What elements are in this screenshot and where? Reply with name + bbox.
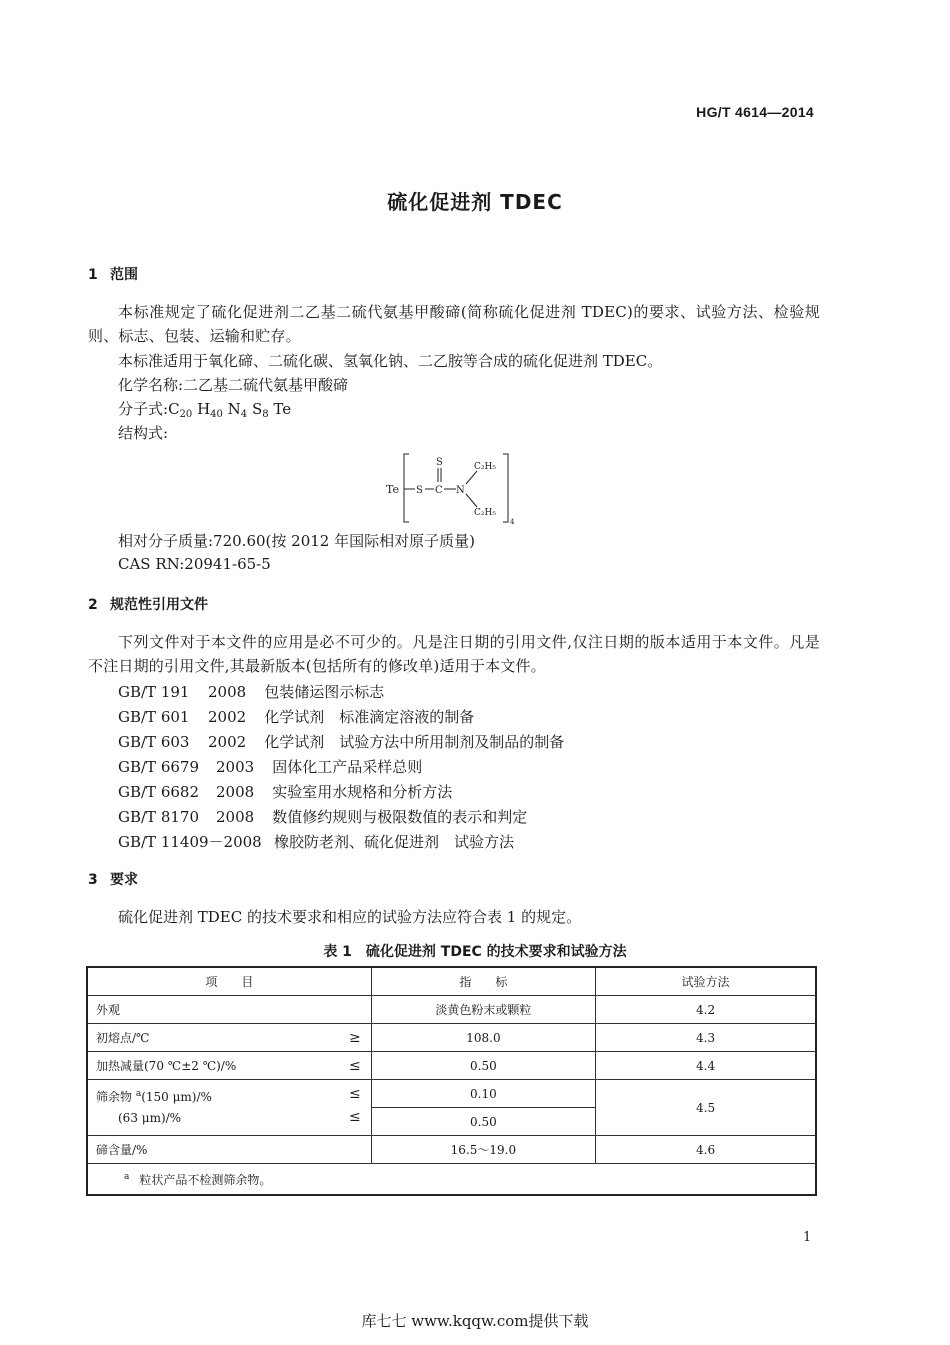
table-note — [87, 1164, 816, 1196]
reference-name: 化学试剂 试验方法中所用制剂及制品的制备 — [264, 733, 565, 751]
value-cell: 16.5～19.0 — [371, 1136, 595, 1164]
standard-code: HG/T 4614—2014 — [696, 104, 814, 120]
item-cell — [87, 1136, 371, 1164]
formula-s: S — [251, 400, 263, 418]
sieve-line-150 — [96, 1088, 212, 1105]
method-cell: 4.6 — [596, 1136, 816, 1164]
section-title: 规范性引用文件 — [110, 597, 208, 613]
requirements-paragraph: 硫化促进剂 TDEC 的技术要求和相应的试验方法应符合表 1 的规定。 — [118, 908, 582, 926]
structure-s-top: S — [436, 457, 443, 468]
sieve-150-label: (150 μm)/% — [141, 1089, 212, 1104]
download-footer: 库七七 www.kqqw.com提供下载 — [361, 1312, 589, 1330]
scope-paragraph-1: 本标准规定了硫化促进剂二乙基二硫代氨基甲酸碲(简称硫化促进剂 TDEC)的要求、试验方法、检验规则、标志、包装、运输和贮存。 — [88, 303, 820, 345]
structural-formula — [382, 451, 532, 527]
method-cell: 4.2 — [596, 996, 816, 1024]
item-label: 初熔点/℃ — [96, 1031, 150, 1045]
structure-label: 结构式: — [118, 424, 169, 442]
reference-item — [118, 806, 527, 827]
reference-item — [118, 781, 452, 802]
value-cell: 淡黄色粉末或颗粒 — [371, 996, 595, 1024]
table-note-row — [87, 1164, 816, 1196]
section-number: 1 — [88, 267, 98, 283]
scope-paragraph-2: 本标准适用于氧化碲、二硫化碳、氢氧化钠、二乙胺等合成的硫化促进剂 TDEC。 — [118, 352, 663, 370]
formula-h-count: 40 — [210, 409, 223, 420]
comparison-symbol: ≤ — [348, 1085, 361, 1102]
right-bracket — [503, 454, 508, 522]
table-row — [87, 1136, 816, 1164]
n-ethyl-bottom-bond — [466, 494, 477, 507]
structure-c: C — [435, 485, 443, 496]
reference-code: GB/T 6679 — [118, 758, 200, 776]
section-2-heading — [88, 594, 208, 614]
header-index: 指 标 — [371, 967, 595, 996]
reference-year: 2008 — [208, 683, 247, 701]
reference-year: 2002 — [208, 708, 247, 726]
method-cell: 4.5 — [596, 1080, 816, 1136]
value-cell: 0.50 — [371, 1108, 595, 1136]
formula-n-count: 4 — [240, 409, 248, 420]
sieve-item-cell — [87, 1080, 371, 1136]
reference-item — [118, 756, 422, 777]
ethyl-top: C₂H₅ — [474, 462, 496, 472]
structure-te: Te — [386, 483, 399, 496]
structure-index: 4 — [510, 518, 515, 526]
structure-s-left: S — [416, 485, 423, 496]
comparison-symbol: ≤ — [348, 1108, 361, 1125]
reference-year: 2003 — [216, 758, 255, 776]
n-ethyl-top-bond — [466, 471, 477, 484]
left-bracket — [404, 454, 409, 522]
comparison-symbol: ≥ — [348, 1029, 361, 1046]
comparison-symbol: ≤ — [348, 1057, 361, 1074]
reference-year: 2008 — [216, 808, 255, 826]
section-number: 3 — [88, 872, 98, 888]
cas-number: CAS RN:20941-65-5 — [118, 555, 271, 573]
formula-label: 分子式: — [118, 400, 169, 418]
item-label: 外观 — [96, 1003, 121, 1017]
item-label: 加热减量(70 ℃±2 ℃)/% — [96, 1059, 237, 1073]
reference-code: GB/T 601 — [118, 708, 190, 726]
footnote-mark: a — [124, 1171, 130, 1182]
value-cell: 0.50 — [371, 1052, 595, 1080]
method-cell: 4.3 — [596, 1024, 816, 1052]
reference-name: 数值修约规则与极限数值的表示和判定 — [272, 808, 528, 826]
formula-s-count: 8 — [262, 409, 269, 420]
reference-name: 实验室用水规格和分析方法 — [272, 783, 453, 801]
reference-name: 橡胶防老剂、硫化促进剂 试验方法 — [274, 833, 515, 851]
page-number: 1 — [803, 1230, 812, 1245]
document-title: 硫化促进剂 TDEC — [387, 190, 563, 214]
section-title: 要求 — [110, 872, 138, 888]
molecular-mass: 相对分子质量:720.60(按 2012 年国际相对原子质量) — [118, 532, 475, 550]
reference-item — [118, 706, 474, 727]
table-row — [87, 1052, 816, 1080]
formula-n: N — [227, 400, 241, 418]
footnote-mark: a — [135, 1088, 142, 1099]
table-header-row — [87, 967, 816, 996]
molecular-formula — [118, 398, 291, 420]
item-cell — [87, 1052, 371, 1080]
chemical-name: 化学名称:二乙基二硫代氨基甲酸碲 — [118, 376, 349, 394]
ethyl-bottom: C₂H₅ — [474, 508, 496, 518]
header-method: 试验方法 — [596, 967, 816, 996]
section-number: 2 — [88, 597, 98, 613]
method-cell: 4.4 — [596, 1052, 816, 1080]
normative-paragraph: 下列文件对于本文件的应用是必不可少的。凡是注日期的引用文件,仅注日期的版本适用于本文件。凡是不注日期的引用文件,其最新版本(包括所有的修改单)适用于本文件。 — [88, 633, 820, 675]
table-row — [87, 1024, 816, 1052]
reference-year: 2008 — [216, 783, 255, 801]
reference-name: 固体化工产品采样总则 — [272, 758, 423, 776]
reference-code: GB/T 603 — [118, 733, 190, 751]
value-cell: 0.10 — [371, 1080, 595, 1108]
reference-item — [118, 731, 564, 752]
formula-te: Te — [273, 400, 292, 418]
sieve-63-label: (63 μm)/% — [118, 1110, 182, 1125]
table-title: 表 1 硫化促进剂 TDEC 的技术要求和试验方法 — [323, 944, 627, 960]
table-row-sieve — [87, 1080, 816, 1108]
header-item: 项 目 — [87, 967, 371, 996]
item-cell — [87, 1024, 371, 1052]
reference-item — [118, 681, 384, 702]
formula-h: H — [197, 400, 211, 418]
formula-c-count: 20 — [179, 409, 193, 420]
reference-name: 包装储运图示标志 — [264, 683, 385, 701]
reference-code: GB/T 6682 — [118, 783, 200, 801]
item-cell — [87, 996, 371, 1024]
reference-code: GB/T 11409－2008 — [118, 833, 262, 851]
section-title: 范围 — [110, 267, 138, 283]
item-label: 碲含量/% — [96, 1143, 148, 1157]
requirements-table — [86, 966, 817, 1196]
note-text: 粒状产品不检测筛余物。 — [139, 1172, 272, 1187]
value-cell: 108.0 — [371, 1024, 595, 1052]
reference-name: 化学试剂 标准滴定溶液的制备 — [264, 708, 475, 726]
formula-c: C — [168, 400, 180, 418]
section-3-heading — [88, 869, 138, 889]
reference-year: 2002 — [208, 733, 247, 751]
table-row — [87, 996, 816, 1024]
structure-n: N — [456, 485, 465, 496]
reference-code: GB/T 8170 — [118, 808, 200, 826]
reference-code: GB/T 191 — [118, 683, 190, 701]
sieve-prefix: 筛余物 — [96, 1089, 133, 1104]
reference-item — [118, 831, 514, 852]
section-1-heading — [88, 264, 138, 284]
